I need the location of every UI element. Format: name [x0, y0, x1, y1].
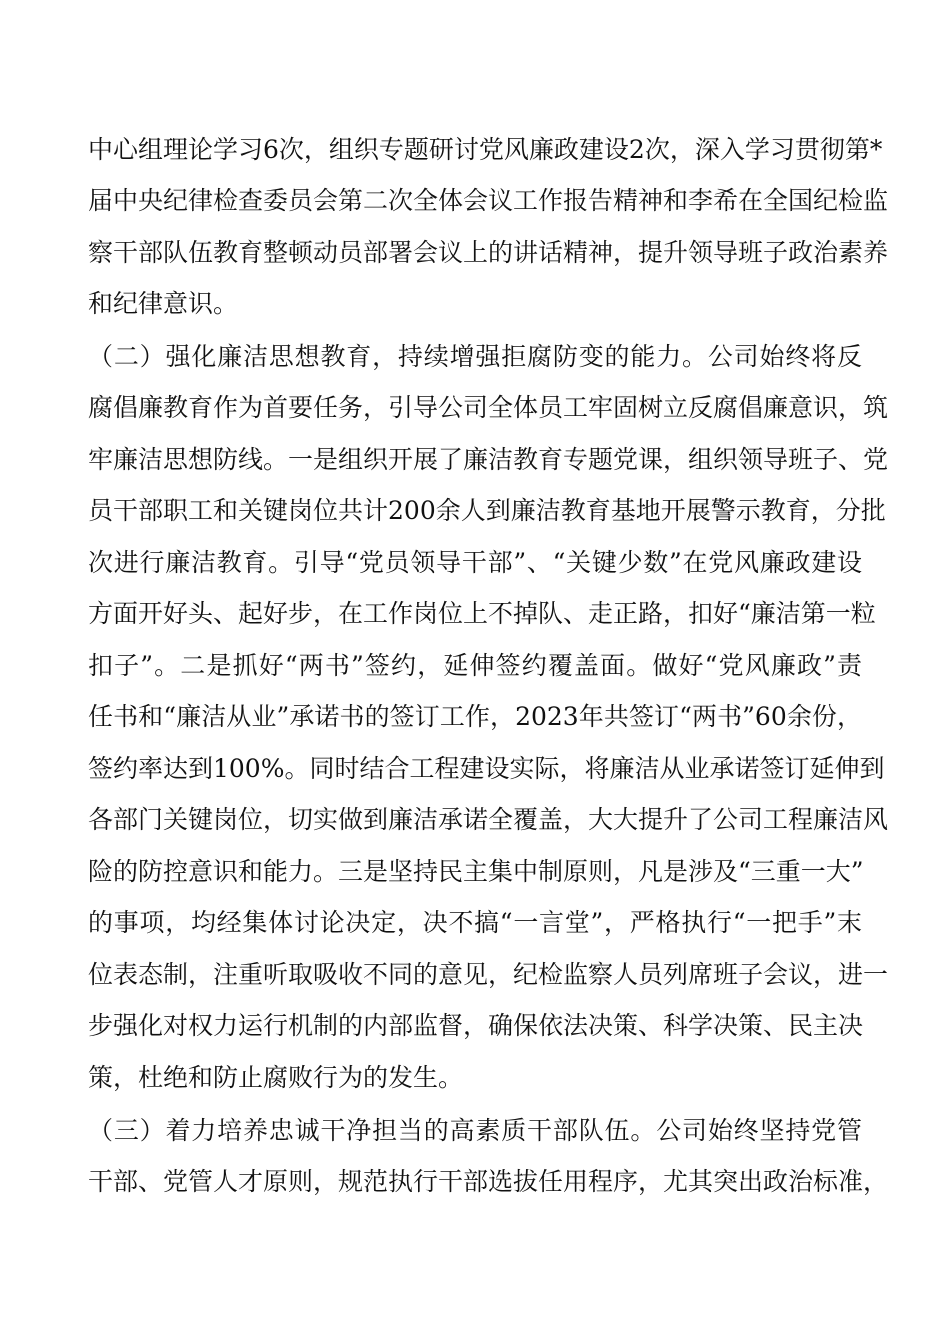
- text-line: 和纪律意识。: [88, 289, 239, 318]
- text-line: 察干部队伍教育整顿动员部署会议上的讲话精神，提升领导班子政治素养: [88, 238, 889, 267]
- text-line: 干部、党管人才原则，规范执行干部选拔任用程序，尤其突出政治标准，: [88, 1167, 889, 1196]
- text-line: 签约率达到100%。同时结合工程建设实际，将廉洁从业承诺签订延伸到: [88, 754, 885, 783]
- text-line: 次进行廉洁教育。引导“党员领导干部”、“关键少数”在党风廉政建设: [88, 548, 862, 577]
- text-line: 策，杜绝和防止腐败行为的发生。: [88, 1063, 464, 1092]
- text-line: 步强化对权力运行机制的内部监督，确保依法决策、科学决策、民主决: [88, 1011, 864, 1040]
- paragraph-heading-line: （二）强化廉洁思想教育，持续增强拒腐防变的能力。公司始终将反: [88, 342, 862, 371]
- text-line: 扣子”。二是抓好“两书”签约，延伸签约覆盖面。做好“党风廉政”责: [88, 651, 862, 680]
- text-line: 届中央纪律检查委员会第二次全体会议工作报告精神和李希在全国纪检监: [88, 186, 889, 215]
- paragraph-heading-line: （三）着力培养忠诚干净担当的高素质干部队伍。公司始终坚持党管: [88, 1116, 862, 1145]
- text-line: 方面开好头、起好步，在工作岗位上不掉队、走正路，扣好“廉洁第一粒: [88, 599, 876, 628]
- text-line: 险的防控意识和能力。三是坚持民主集中制原则，凡是涉及“三重一大”: [88, 857, 864, 886]
- text-line: 的事项，均经集体讨论决定，决不搞“一言堂”，严格执行“一把手”末: [88, 908, 862, 937]
- text-line: 位表态制，注重听取吸收不同的意见，纪检监察人员列席班子会议，进一: [88, 960, 889, 989]
- text-line: 各部门关键岗位，切实做到廉洁承诺全覆盖，大大提升了公司工程廉洁风: [88, 805, 889, 834]
- text-line: 员干部职工和关键岗位共计200余人到廉洁教育基地开展警示教育，分批: [88, 496, 886, 525]
- text-line: 牢廉洁思想防线。一是组织开展了廉洁教育专题党课，组织领导班子、党: [88, 445, 889, 474]
- text-line: 腐倡廉教育作为首要任务，引导公司全体员工牢固树立反腐倡廉意识，筑: [88, 393, 889, 422]
- text-line: 任书和“廉洁从业”承诺书的签订工作，2023年共签订“两书”60余份，: [88, 702, 862, 731]
- text-line: 中心组理论学习6次，组织专题研讨党风廉政建设2次，深入学习贯彻第*: [88, 135, 883, 164]
